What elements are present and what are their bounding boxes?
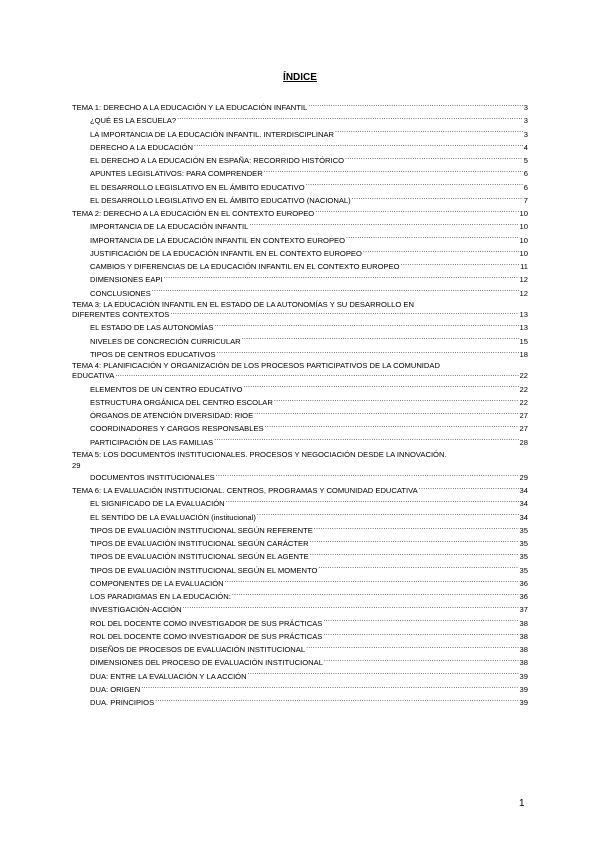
toc-entry-page: 7 bbox=[523, 195, 528, 205]
toc-entry-label: DIMENSIONES DEL PROCESO DE EVALUACIÓN INSTITUCIONAL bbox=[90, 658, 323, 668]
toc-entry-page: 39 bbox=[519, 684, 528, 694]
toc-entry-label: DUA. PRINCIPIOS bbox=[90, 698, 155, 707]
toc-entry-label: TIPOS DE CENTROS EDUCATIVOS bbox=[90, 349, 216, 359]
toc-entry[interactable] bbox=[72, 114, 528, 127]
dot-leader bbox=[249, 221, 518, 229]
dot-leader bbox=[248, 671, 519, 679]
toc-entry-label-line1: TEMA 4: PLANIFICACIÓN Y ORGANIZACIÓN DE LOS PROCESOS PARTICIPATIVOS DE LA COMUNIDAD bbox=[72, 361, 440, 370]
toc-entry-label: ROL DEL DOCENTE COMO INVESTIGADOR DE SUS PRÁCTICAS bbox=[90, 631, 323, 641]
toc-entry-page: 3 bbox=[523, 103, 528, 112]
dot-leader bbox=[324, 657, 519, 665]
dot-leader bbox=[345, 155, 523, 163]
toc-entry-page: 12 bbox=[519, 275, 528, 285]
dot-leader bbox=[243, 384, 518, 392]
dot-leader bbox=[254, 410, 518, 418]
dot-leader bbox=[419, 485, 519, 493]
toc-entry-label: JUSTIFICACIÓN DE LA EDUCACIÓN INFANTIL EN EL CONTEXTO EUROPEO bbox=[90, 248, 362, 258]
toc-entry-label: DUA: ENTRE LA EVALUACIÓN Y LA ACCIÓN bbox=[90, 671, 247, 681]
toc-entry-page: 34 bbox=[519, 499, 528, 509]
toc-entry[interactable] bbox=[72, 564, 528, 577]
dot-leader bbox=[226, 498, 519, 506]
toc-entry-label: TEMA 1: DERECHO A LA EDUCACIÓN Y LA EDUCACIÓN INFANTIL bbox=[72, 103, 308, 112]
dot-leader bbox=[183, 604, 519, 612]
toc-entry[interactable] bbox=[72, 537, 528, 550]
toc-entry-page: 11 bbox=[520, 262, 528, 271]
toc-entry[interactable] bbox=[72, 436, 528, 449]
toc-entry-page: 35 bbox=[519, 539, 528, 548]
toc-entry-page: 22 bbox=[519, 384, 528, 394]
toc-entry-label: DIMENSIONES EAPI bbox=[90, 275, 163, 285]
dot-leader bbox=[265, 423, 519, 431]
dot-leader bbox=[164, 274, 519, 282]
toc-entry-page: 37 bbox=[519, 605, 528, 615]
dot-leader bbox=[306, 182, 523, 190]
toc-entry[interactable] bbox=[72, 577, 528, 590]
toc-entry-label: NIVELES DE CONCRECIÓN CURRICULAR bbox=[90, 336, 241, 346]
toc-entry-label: LOS PARADIGMAS EN LA EDUCACIÓN: bbox=[90, 592, 231, 601]
dot-leader bbox=[335, 129, 523, 137]
toc-entry-page: 3 bbox=[523, 116, 528, 126]
dot-leader bbox=[363, 248, 519, 256]
page-number: 1 bbox=[519, 798, 525, 809]
toc-entry[interactable] bbox=[72, 260, 528, 273]
page-title: ÍNDICE bbox=[283, 72, 317, 83]
toc-entry-label: ÓRGANOS DE ATENCIÓN DIVERSIDAD: RIOE bbox=[90, 411, 254, 420]
toc-entry[interactable] bbox=[72, 643, 528, 656]
toc-entry[interactable] bbox=[72, 590, 528, 603]
toc-entry[interactable] bbox=[72, 273, 528, 286]
toc-entry-label: DISEÑOS DE PROCESOS DE EVALUACIÓN INSTITUCIONAL bbox=[90, 645, 306, 654]
dot-leader bbox=[346, 235, 519, 243]
toc-entry-page: 34 bbox=[519, 512, 528, 522]
dot-leader bbox=[318, 565, 518, 573]
toc-entry-page: 29 bbox=[72, 460, 81, 470]
table-of-contents bbox=[72, 101, 528, 709]
dot-leader bbox=[308, 102, 523, 110]
toc-entry-page: 38 bbox=[519, 631, 528, 641]
toc-entry-page: 4 bbox=[523, 142, 528, 152]
toc-entry[interactable] bbox=[72, 247, 528, 260]
toc-entry[interactable] bbox=[72, 630, 528, 643]
toc-entry[interactable] bbox=[72, 422, 528, 435]
dot-leader bbox=[214, 437, 518, 445]
toc-entry-tema-3[interactable] bbox=[72, 300, 528, 322]
dot-leader bbox=[215, 322, 519, 330]
dot-leader bbox=[310, 538, 519, 546]
toc-entry-label: EL SENTIDO DE LA EVALUACIÓN (institucional) bbox=[90, 512, 256, 522]
dot-leader bbox=[216, 472, 519, 480]
dot-leader bbox=[274, 397, 519, 405]
toc-entry[interactable] bbox=[72, 220, 528, 233]
toc-entry-page: 6 bbox=[523, 182, 528, 192]
toc-entry[interactable] bbox=[72, 128, 528, 141]
dot-leader bbox=[242, 336, 519, 344]
toc-entry-label: EL ESTADO DE LAS AUTONOMÍAS bbox=[90, 323, 214, 333]
toc-entry-label: LA IMPORTANCIA DE LA EDUCACIÓN INFANTIL. INTERDISCIPLINAR bbox=[90, 129, 335, 139]
toc-entry-label: COMPONENTES DE LA EVALUACIÓN bbox=[90, 578, 224, 588]
toc-entry[interactable] bbox=[72, 497, 528, 510]
toc-entry-page: 35 bbox=[519, 565, 528, 575]
toc-entry[interactable] bbox=[72, 617, 528, 630]
toc-entry-label: ELEMENTOS DE UN CENTRO EDUCATIVO bbox=[90, 384, 243, 394]
toc-entry-label: TEMA 6: LA EVALUACIÓN INSTITUCIONAL. CENTROS, PROGRAMAS Y COMUNIDAD EDUCATIVA bbox=[72, 486, 418, 495]
toc-entry[interactable] bbox=[72, 141, 528, 154]
toc-entry[interactable] bbox=[72, 396, 528, 409]
toc-entry-label: PARTICIPACIÓN DE LAS FAMILIAS bbox=[90, 437, 214, 447]
toc-entry-label-line2: DIFERENTES CONTEXTOS bbox=[72, 309, 170, 319]
dot-leader bbox=[306, 644, 518, 652]
toc-entry[interactable] bbox=[72, 471, 528, 484]
toc-entry[interactable] bbox=[72, 696, 528, 709]
toc-entry-page: 13 bbox=[519, 309, 528, 319]
dot-leader bbox=[257, 512, 519, 520]
toc-entry-page: 10 bbox=[519, 222, 528, 232]
toc-entry-label: DERECHO A LA EDUCACIÓN bbox=[90, 142, 193, 152]
toc-entry-label: EL DERECHO A LA EDUCACIÓN EN ESPAÑA: RECORRIDO HISTÓRICO bbox=[90, 156, 345, 165]
toc-entry-page: 6 bbox=[523, 169, 528, 179]
toc-entry-label: EL DESARROLLO LEGISLATIVO EN EL ÁMBITO EDUCATIVO (NACIONAL) bbox=[90, 195, 351, 205]
toc-entry[interactable] bbox=[72, 550, 528, 563]
dot-leader bbox=[170, 309, 518, 317]
toc-entry-page: 28 bbox=[519, 437, 528, 447]
toc-entry-tema-4[interactable] bbox=[72, 361, 528, 383]
toc-entry-page: 38 bbox=[519, 658, 528, 668]
toc-entry-label: APUNTES LEGISLATIVOS: PARA COMPRENDER bbox=[90, 169, 263, 179]
toc-entry[interactable] bbox=[72, 335, 528, 348]
toc-entry[interactable] bbox=[72, 670, 528, 683]
toc-entry-label-line1: TEMA 3: LA EDUCACIÓN INFANTIL EN EL ESTADO DE LA AUTONOMÍAS Y SU DESARROLLO EN bbox=[72, 299, 414, 309]
toc-entry-label: IMPORTANCIA DE LA EDUCACIÓN INFANTIL EN CONTEXTO EUROPEO bbox=[90, 235, 345, 245]
toc-entry-page: 10 bbox=[519, 248, 528, 258]
toc-entry[interactable] bbox=[72, 181, 528, 194]
dot-leader bbox=[115, 370, 518, 378]
toc-entry-page: 22 bbox=[519, 371, 528, 380]
toc-entry-label: IMPORTANCIA DE LA EDUCACIÓN INFANTIL bbox=[90, 222, 249, 232]
toc-entry[interactable] bbox=[72, 287, 528, 300]
toc-entry-label: TIPOS DE EVALUACIÓN INSTITUCIONAL SEGÚN EL MOMENTO bbox=[90, 565, 318, 575]
toc-entry-page: 10 bbox=[519, 209, 528, 218]
toc-entry[interactable] bbox=[72, 409, 528, 422]
dot-leader bbox=[352, 195, 523, 203]
toc-entry[interactable] bbox=[72, 348, 528, 361]
toc-entry-page: 34 bbox=[519, 486, 528, 495]
dot-leader bbox=[315, 208, 518, 216]
toc-entry-page: 39 bbox=[519, 698, 528, 707]
toc-entry-page: 38 bbox=[519, 618, 528, 628]
toc-entry-page: 36 bbox=[519, 592, 528, 601]
toc-entry-label: EL SIGNIFICADO DE LA EVALUACIÓN bbox=[90, 499, 225, 509]
toc-entry-page: 35 bbox=[519, 552, 528, 562]
toc-entry[interactable] bbox=[72, 524, 528, 537]
toc-entry-tema-5[interactable] bbox=[72, 449, 528, 471]
toc-entry-label: TEMA 2: DERECHO A LA EDUCACIÓN EN EL CONTEXTO EUROPEO bbox=[72, 209, 315, 218]
toc-entry-label: DOCUMENTOS INSTITUCIONALES bbox=[90, 472, 215, 482]
dot-leader bbox=[225, 578, 519, 586]
dot-leader bbox=[155, 697, 518, 705]
dot-leader bbox=[194, 142, 523, 150]
toc-entry-page: 38 bbox=[519, 645, 528, 654]
dot-leader bbox=[401, 261, 520, 269]
dot-leader bbox=[152, 288, 519, 296]
toc-entry-tema-1[interactable] bbox=[72, 101, 528, 114]
toc-entry[interactable] bbox=[72, 234, 528, 247]
toc-entry-label: COORDINADORES Y CARGOS RESPONSABLES bbox=[90, 424, 264, 434]
toc-entry-label: TIPOS DE EVALUACIÓN INSTITUCIONAL SEGÚN REFERENTE bbox=[90, 525, 313, 535]
toc-entry[interactable] bbox=[72, 321, 528, 334]
dot-leader bbox=[141, 684, 518, 692]
toc-entry-page: 35 bbox=[519, 525, 528, 535]
toc-entry-label: INVESTIGACIÓN-ACCIÓN bbox=[90, 605, 182, 615]
toc-entry-label: ROL DEL DOCENTE COMO INVESTIGADOR DE SUS PRÁCTICAS bbox=[90, 618, 323, 628]
toc-entry-page: 27 bbox=[519, 411, 528, 420]
toc-entry[interactable] bbox=[72, 167, 528, 180]
dot-leader bbox=[217, 349, 519, 357]
toc-entry-page: 27 bbox=[519, 424, 528, 434]
toc-entry-page: 36 bbox=[519, 578, 528, 588]
toc-entry-label-line2: EDUCATIVA bbox=[72, 371, 115, 380]
toc-entry-label: DUA: ORIGEN bbox=[90, 684, 141, 694]
toc-entry-page: 10 bbox=[519, 235, 528, 245]
dot-leader bbox=[264, 168, 523, 176]
dot-leader bbox=[323, 631, 518, 639]
dot-leader bbox=[323, 618, 518, 626]
toc-entry-page: 3 bbox=[523, 129, 528, 139]
dot-leader bbox=[232, 591, 519, 599]
toc-entry[interactable] bbox=[72, 511, 528, 524]
toc-entry-page: 5 bbox=[523, 156, 528, 165]
dot-leader bbox=[314, 525, 519, 533]
toc-entry-label: EL DESARROLLO LEGISLATIVO EN EL ÁMBITO EDUCATIVO bbox=[90, 182, 305, 192]
toc-entry[interactable] bbox=[72, 656, 528, 669]
toc-entry-label: TIPOS DE EVALUACIÓN INSTITUCIONAL SEGÚN CARÁCTER bbox=[90, 539, 309, 548]
toc-entry-label-line1: TEMA 5: LOS DOCUMENTOS INSTITUCIONALES. PROCESOS Y NEGOCIACIÓN DESDE LA INNOVACIÓN. bbox=[72, 449, 447, 459]
toc-entry-page: 15 bbox=[519, 336, 528, 346]
toc-entry-label: TIPOS DE EVALUACIÓN INSTITUCIONAL SEGÚN EL AGENTE bbox=[90, 552, 309, 562]
dot-leader bbox=[310, 551, 519, 559]
toc-entry-page: 18 bbox=[519, 349, 528, 359]
toc-entry-tema-6[interactable] bbox=[72, 484, 528, 497]
toc-entry-page: 12 bbox=[519, 288, 528, 298]
toc-entry[interactable] bbox=[72, 154, 528, 167]
toc-entry-label: CAMBIOS Y DIFERENCIAS DE LA EDUCACIÓN INFANTIL EN EL CONTEXTO EUROPEO bbox=[90, 262, 400, 271]
toc-entry-label: ESTRUCTURA ORGÁNICA DEL CENTRO ESCOLAR bbox=[90, 397, 273, 407]
toc-entry-page: 22 bbox=[519, 397, 528, 407]
toc-entry-label: ¿QUÉ ES LA ESCUELA? bbox=[90, 116, 177, 126]
toc-entry[interactable] bbox=[72, 603, 528, 616]
toc-entry-page: 39 bbox=[519, 671, 528, 681]
toc-entry-tema-2[interactable] bbox=[72, 207, 528, 220]
dot-leader bbox=[177, 115, 523, 123]
toc-entry-page: 13 bbox=[519, 323, 528, 333]
toc-entry[interactable] bbox=[72, 383, 528, 396]
toc-entry[interactable] bbox=[72, 683, 528, 696]
toc-entry-label: CONCLUSIONES bbox=[90, 288, 151, 298]
toc-entry[interactable] bbox=[72, 194, 528, 207]
toc-entry-page: 29 bbox=[519, 472, 528, 482]
